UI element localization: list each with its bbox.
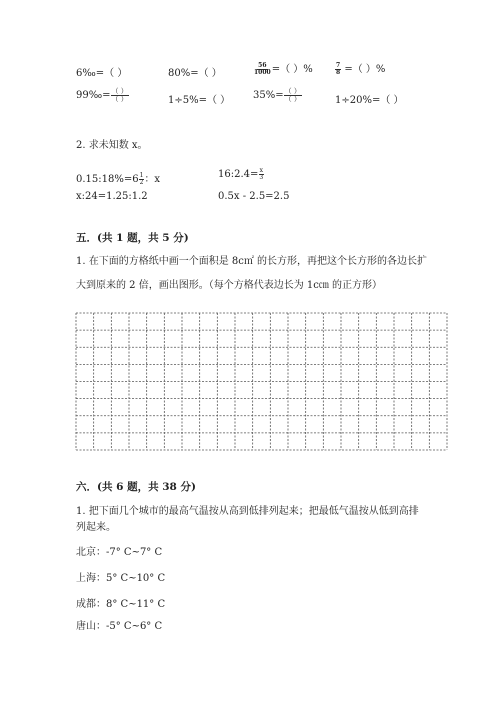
fraction	[284, 88, 302, 103]
square-grid[interactable]	[75, 312, 448, 451]
fraction	[335, 63, 341, 76]
problem-1a: 6‰=（ ）	[76, 68, 128, 79]
equation-3: x:24=1.25:1.2	[76, 191, 148, 202]
denominator: （ ）	[284, 95, 301, 103]
denominator: 2	[139, 179, 144, 186]
section-6-question-line-2: 列起来。	[76, 522, 116, 533]
numerator: （ ）	[284, 87, 301, 95]
problem-1c	[253, 60, 313, 76]
section-6-heading: 六．(共 6 题，共 38 分)	[76, 481, 196, 493]
denominator: 3	[259, 174, 264, 181]
problem-2c-head: 35%=	[253, 90, 284, 101]
problem-2d: 1÷20%=（ ）	[335, 95, 404, 106]
problem-1b: 80%=（ ）	[168, 68, 222, 79]
numerator: 56	[258, 62, 267, 69]
numerator: （ ）	[111, 87, 128, 95]
question-2-title: 2. 求未知数 x。	[76, 140, 148, 151]
city-temperature-shanghai: 上海：5° C~10° C	[76, 573, 166, 584]
denominator: 1000	[254, 69, 271, 76]
section-5-question-line-2: 大到原来的 2 倍，画出图形。（每个方格代表边长为 1c㎝ 的正方形）	[76, 280, 383, 291]
equation-2-head: 16:2.4=	[218, 169, 259, 180]
denominator: （ ）	[111, 95, 128, 103]
city-temperature-tangshan: 唐山：-5° C~6° C	[76, 621, 163, 632]
problem-1d	[335, 60, 385, 76]
equation-2	[218, 168, 264, 181]
denominator: 8	[336, 69, 341, 76]
city-temperature-beijing: 北京：-7° C~7° C	[76, 547, 163, 558]
fraction	[253, 63, 272, 76]
numerator: x	[259, 167, 263, 174]
equation-4: 0.5x - 2.5=2.5	[218, 191, 290, 202]
section-6-question-line-1: 1. 把下面几个城市的最高气温按从高到低排列起来；把最低气温按从低到高排	[76, 506, 419, 517]
problem-1d-tail: =（ ）%	[344, 64, 386, 75]
equation-1	[76, 170, 160, 186]
problem-2b: 1÷5%=（ ）	[168, 95, 231, 106]
section-5-question-line-1: 1. 在下面的方格纸中画一个面积是 8c㎡ 的长方形，再把这个长方形的各边长扩	[76, 256, 428, 267]
fraction	[111, 88, 129, 103]
problem-2c	[253, 88, 302, 103]
equation-1-head: 0.15:18%=6	[76, 174, 139, 185]
numerator: 1	[139, 172, 144, 179]
problem-2a-head: 99‰=	[76, 90, 111, 101]
grid-canvas[interactable]	[75, 312, 448, 451]
problem-2a	[76, 88, 129, 103]
fraction	[258, 168, 264, 181]
section-5-heading: 五．(共 1 题，共 5 分)	[76, 232, 189, 244]
problem-1c-tail: =（ ）%	[271, 64, 313, 75]
equation-1-tail: ：x	[144, 174, 161, 185]
city-temperature-chengdu: 成都：8° C~11° C	[76, 599, 166, 610]
numerator: 7	[336, 62, 341, 69]
